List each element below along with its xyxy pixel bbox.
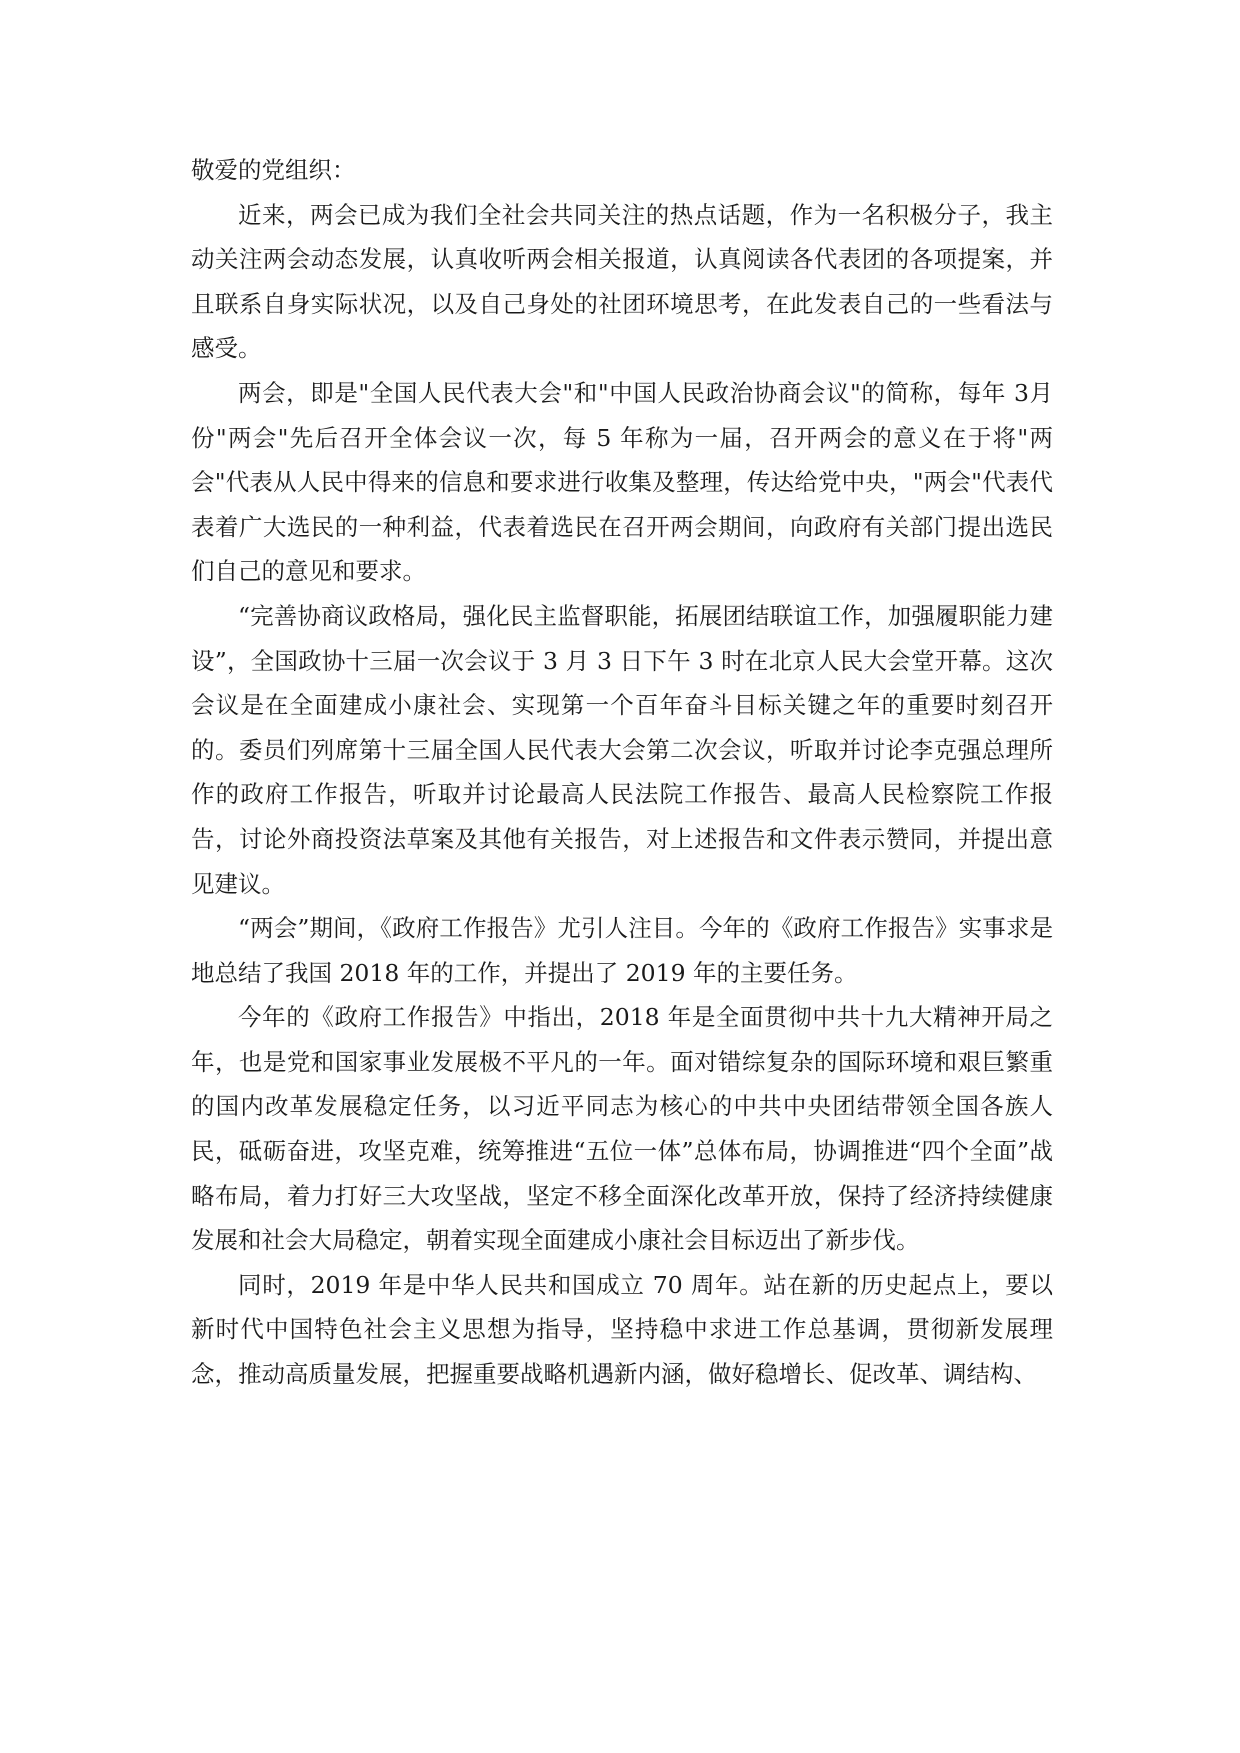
paragraph-2018-review: 今年的《政府工作报告》中指出，2018 年是全面贯彻中共十九大精神开局之年，也是党和国家事业发展极不平凡的一年。面对错综复杂的国际环境和艰巨繁重的国内改革发展稳定任务，以习近平同志为核心的中共中央团结带领全国各族人民，砥砺奋进，攻坚克难，统筹推进“五位一体”总体布局，协调推进“四个全面”战略布局，着力打好三大攻坚战，坚定不移全面深化改革开放，保持了经济持续健康发展和社会大局稳定，朝着实现全面建成小康社会目标迈出了新步伐。	[191, 1003, 1053, 1255]
letter-body	[191, 148, 1053, 1397]
paragraph-cppcc-opening: “完善协商议政格局，强化民主监督职能，拓展团结联谊工作，加强履职能力建设”，全国政协十三届一次会议于 3 月 3 日下午 3 时在北京人民大会堂开幕。这次会议是在全面建成小康社会、实现第一个百年奋斗目标关键之年的重要时刻召开的。委员们列席第十三届全国人民代表大会第二次会议，听取并讨论李克强总理所作的政府工作报告，听取并讨论最高人民法院工作报告、最高人民检察院工作报告，讨论外商投资法草案及其他有关报告，对上述报告和文件表示赞同，并提出意见建议。	[191, 601, 1053, 898]
paragraph-intro: 近来，两会已成为我们全社会共同关注的热点话题，作为一名积极分子，我主动关注两会动态发展，认真收听两会相关报道，认真阅读各代表团的各项提案，并且联系自身实际状况，以及自己身处的社团环境思考，在此发表自己的一些看法与感受。	[191, 200, 1053, 363]
salutation: 敬爱的党组织：	[191, 156, 356, 184]
paragraph-two-sessions-definition: 两会，即是"全国人民代表大会"和"中国人民政治协商会议"的简称，每年 3月份"两会"先后召开全体会议一次，每 5 年称为一届，召开两会的意义在于将"两会"代表从人民中得来的信息和要求进行收集及整理，传达给党中央，"两会"代表代表着广大选民的一种利益，代表着选民在召开两会期间，向政府有关部门提出选民们自己的意见和要求。	[191, 378, 1053, 586]
paragraph-government-report: “两会”期间，《政府工作报告》尤引人注目。今年的《政府工作报告》实事求是地总结了我国 2018 年的工作，并提出了 2019 年的主要任务。	[191, 914, 1053, 987]
paragraph-2019-outlook: 同时，2019 年是中华人民共和国成立 70 周年。站在新的历史起点上，要以新时代中国特色社会主义思想为指导，坚持稳中求进工作总基调，贯彻新发展理念，推动高质量发展，把握重要战略机遇新内涵，做好稳增长、促改革、调结构、	[191, 1270, 1053, 1389]
